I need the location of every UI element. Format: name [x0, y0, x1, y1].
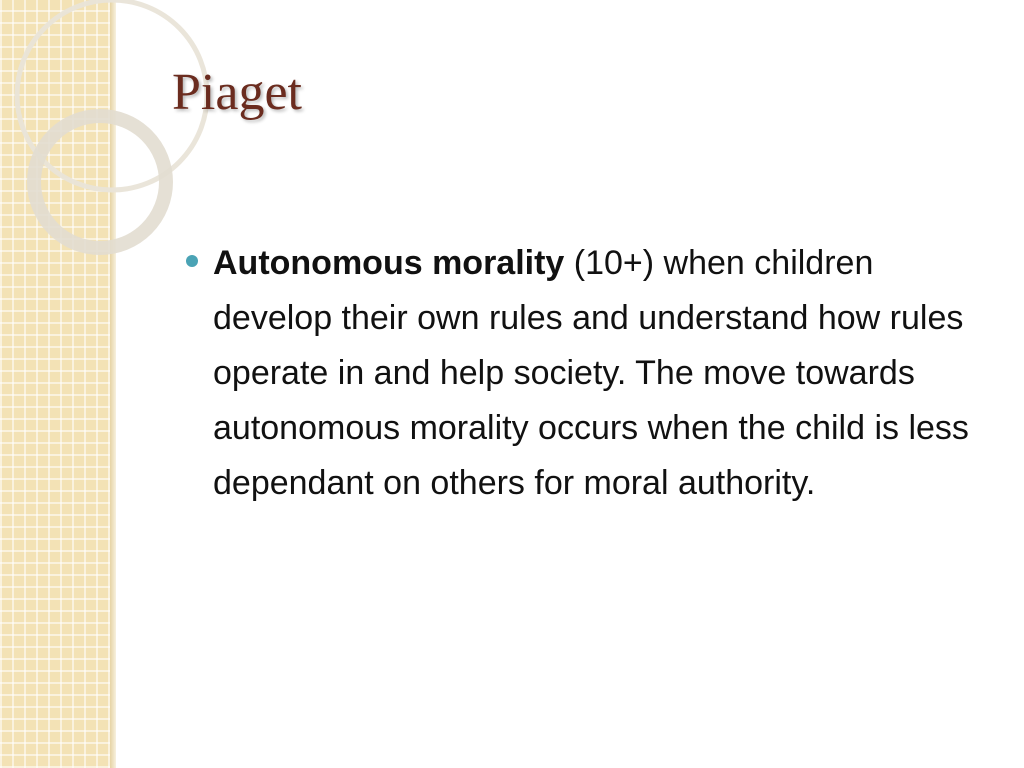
bullet-description: (10+) when children develop their own rules and understand how rules operate in and help society. The move towards autonomous morality occurs when the child is less dependant on others for moral authority. [213, 244, 969, 502]
bullet-bold-term: Autonomous morality [213, 244, 565, 282]
decorative-rings [0, 0, 140, 260]
slide-title: Piaget [172, 64, 302, 121]
bullet-dot-icon [186, 255, 198, 267]
bullet-text [213, 244, 969, 502]
slide-body [186, 236, 996, 511]
bullet-item [186, 236, 996, 511]
